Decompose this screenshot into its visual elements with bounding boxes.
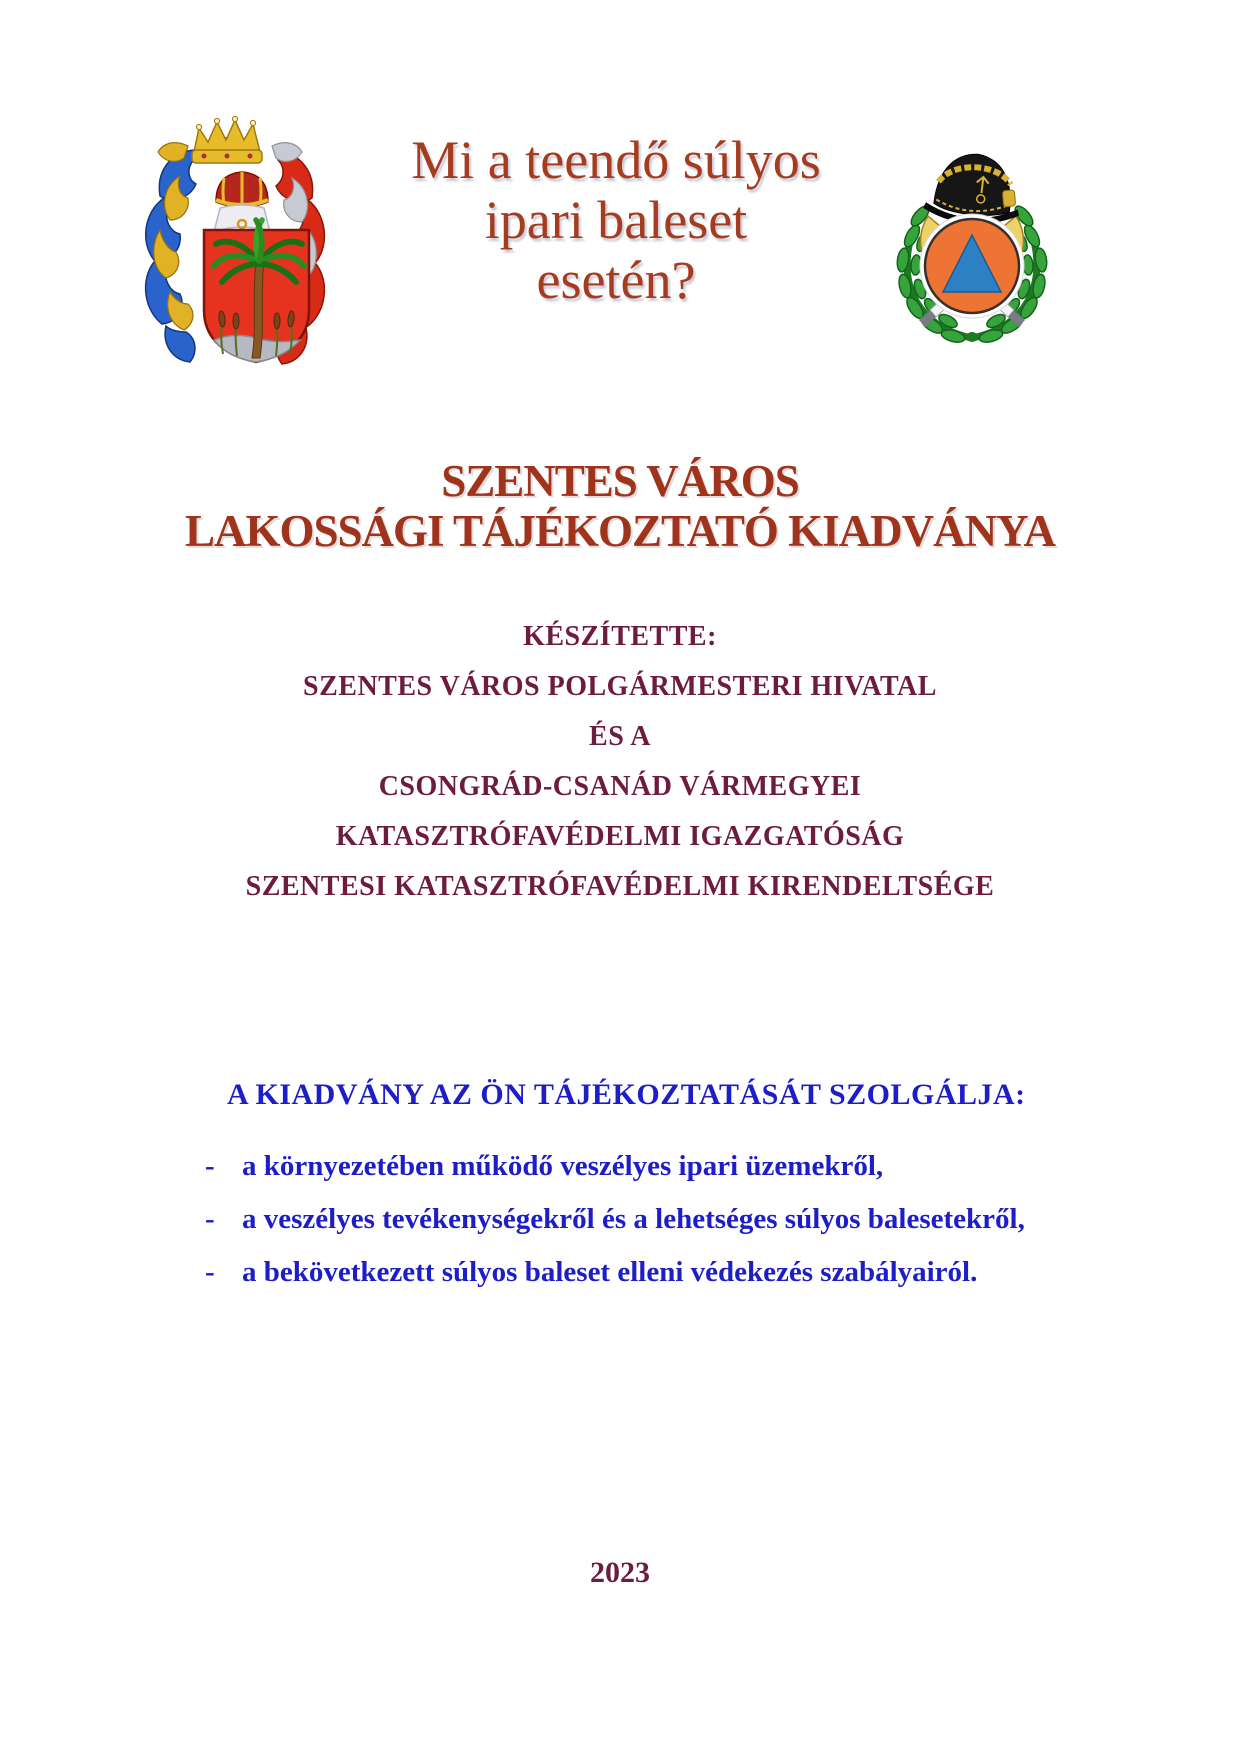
disaster-management-emblem-icon [886, 146, 1058, 346]
bullet-marker: - [205, 1256, 215, 1288]
title-line-1: Mi a teendő súlyos [411, 130, 821, 190]
credits-block [0, 612, 1240, 912]
publication-heading-line-2: LAKOSSÁGI TÁJÉKOZTATÓ KIADVÁNYA [184, 506, 1056, 556]
publication-heading-line-1: SZENTES VÁROS [441, 456, 799, 506]
credits-line: ÉS A [589, 721, 651, 752]
credits-label: KÉSZÍTETTE: [523, 621, 717, 652]
bullet-item [205, 1256, 1165, 1289]
bullet-marker: - [205, 1203, 215, 1235]
bullet-text: a bekövetkezett súlyos baleset elleni védekezés szabályairól. [242, 1256, 978, 1288]
credits-line: SZENTESI KATASZTRÓFAVÉDELMI KIRENDELTSÉGE [245, 871, 995, 902]
bullet-text: a veszélyes tevékenységekről és a lehetséges súlyos balesetekről, [242, 1203, 1025, 1235]
bullet-marker: - [205, 1150, 215, 1182]
publication-heading [0, 456, 1240, 556]
bullet-list [205, 1150, 1165, 1309]
civil-protection-badge [920, 214, 1024, 318]
credits-line: KATASZTRÓFAVÉDELMI IGAZGATÓSÁG [335, 821, 905, 852]
credits-line: CSONGRÁD-CSANÁD VÁRMEGYEI [378, 771, 862, 802]
bullet-item [205, 1203, 1165, 1236]
mantling-left [146, 143, 196, 362]
info-heading: A KIADVÁNY AZ ÖN TÁJÉKOZTATÁSÁT SZOLGÁLJA: [227, 1078, 1026, 1111]
document-title [336, 130, 896, 310]
credits-line: SZENTES VÁROS POLGÁRMESTERI HIVATAL [303, 671, 937, 702]
title-line-3: esetén? [536, 250, 696, 310]
wreath-knot [966, 332, 978, 342]
bullet-text: a környezetében működő veszélyes ipari üzemekről, [242, 1150, 884, 1182]
szentes-coat-of-arms-icon [124, 112, 336, 370]
bullet-item [205, 1150, 1165, 1183]
title-line-2: ipari baleset [484, 190, 748, 250]
year-label: 2023 [590, 1556, 650, 1589]
crown [192, 116, 262, 163]
